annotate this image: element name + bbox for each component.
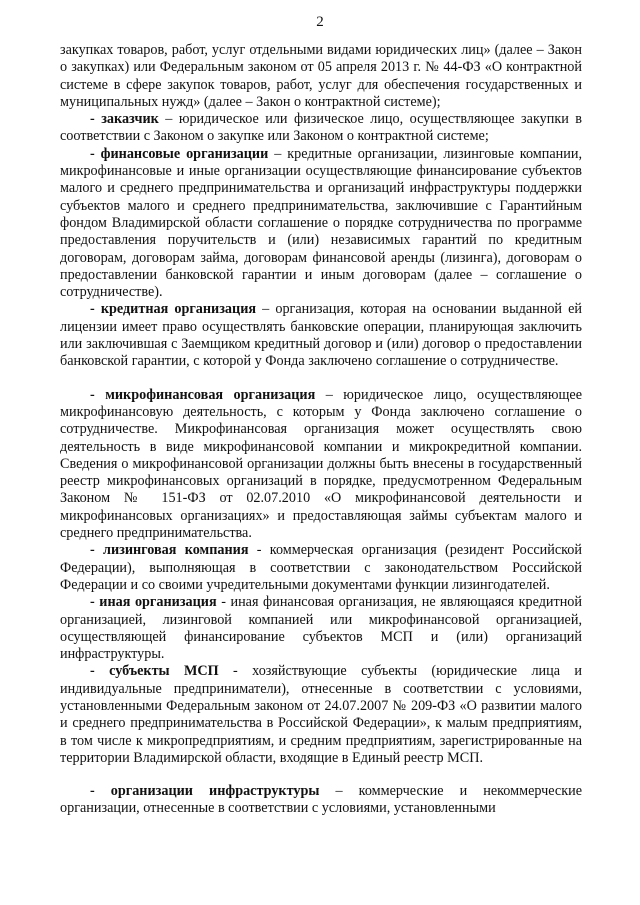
- definition-sme-subjects: [60, 663, 582, 767]
- definition-term: - иная организация: [90, 594, 217, 611]
- definition-text: – юридическое лицо, осуществляющее микрофинансовую деятельность, с которым у Фонда заключено соглашение о сотрудничестве. Микрофинансовая организация может осуществлять свою деятельность в виде микрофинансовой компании и микрокредитной компании. Сведения о микрофинансовой организации должны быть внесены в государственный реестр микрофинансовых организаций в порядке, предусмотренном Федеральным Законом № 151-ФЗ от 02.07.2010 «О микрофинансовой деятельности и микрофинансовых организациях» и предоставляющая займы субъектам малого и среднего предпринимательства.: [60, 386, 582, 542]
- definition-text: - хозяйствующие субъекты (юридические лица и индивидуальные предприниматели), отнесенные в соответствии с условиями, установленными Федеральным законом от 24.07.2007 № 209-ФЗ «О развитии малого и среднего предпринимательства в Российской Федерации», к малым предприятиям, в том числе к микропредприятиям, и средним предприятиям, зарегистрированные на территории Владимирской области, входящие в Единый реестр МСП.: [60, 663, 582, 766]
- definition-infrastructure-organizations: [60, 783, 582, 818]
- definition-term: - субъекты МСП: [90, 663, 219, 680]
- definition-term: - кредитная организация: [90, 301, 257, 318]
- definition-text: – кредитные организации, лизинговые компании, микрофинансовые и иные организации осуществляющие финансирование субъектов малого и среднего предпринимательства и организаций инфраструктуры поддержки субъектов малого и среднего предпринимательства, заключившие с Гарантийным фондом Владимирской области соглашение о порядке сотрудничества по программе предоставления поручительств и (или) независимых гарантий по кредитным договорам, договорам займа, договорам финансовой аренды (лизинга), договорам о предоставлении банковской гарантии и иным договорам (далее – соглашение о сотрудничестве).: [60, 145, 582, 301]
- paragraph-text: закупках товаров, работ, услуг отдельными видами юридических лиц» (далее – Закон о закупках) или Федеральным законом от 05 апреля 2013 г. № 44-ФЗ «О контрактной системе в сфере закупок товаров, работ, услуг для обеспечения государственных и муниципальных нужд» (далее – Закон о контрактной системе);: [60, 42, 582, 110]
- page-number: 2: [316, 14, 324, 30]
- document-body: [60, 42, 582, 818]
- definition-credit-organization: [60, 301, 582, 370]
- paragraph-intro-continuation: [60, 42, 582, 111]
- definition-term: - финансовые организации: [90, 145, 269, 162]
- definition-term: - микрофинансовая организация: [90, 386, 316, 403]
- definition-text: - иная финансовая организация, не являющаяся кредитной организацией, лизинговой компанией или микрофинансовой организацией, осуществляющей финансирование субъектов МСП и (или) организаций инфраструктуры.: [60, 594, 582, 663]
- definition-term: - лизинговая компания: [90, 542, 249, 559]
- definition-term: - организации инфраструктуры: [90, 783, 320, 800]
- definition-text: - коммерческая организация (резидент Российской Федерации), выполняющая в соответствии с законодательством Российской Федерации и со своими учредительными документами функции лизингодателей.: [60, 542, 582, 593]
- definition-microfinance-organization: [60, 387, 582, 543]
- definition-leasing-company: [60, 542, 582, 594]
- definition-text: – коммерческие и некоммерческие организации, отнесенные в соответствии с условиями, установленными: [60, 783, 582, 817]
- definition-other-organization: [60, 594, 582, 663]
- definition-zakazchik: [60, 111, 582, 146]
- definition-text: – юридическое или физическое лицо, осуществляющее закупки в соответствии с Законом о закупке или Законом о контрактной системе;: [60, 111, 582, 145]
- definition-financial-organizations: [60, 146, 582, 302]
- definition-term: - заказчик: [90, 111, 159, 128]
- definition-text: – организация, которая на основании выданной ей лицензии имеет право осуществлять банковские операции, планирующая заключить или заключившая с Заемщиком кредитный договор и (или) договор о предоставлении банковской гарантии, с которой у Фонда заключено соглашение о сотрудничестве.: [60, 301, 583, 370]
